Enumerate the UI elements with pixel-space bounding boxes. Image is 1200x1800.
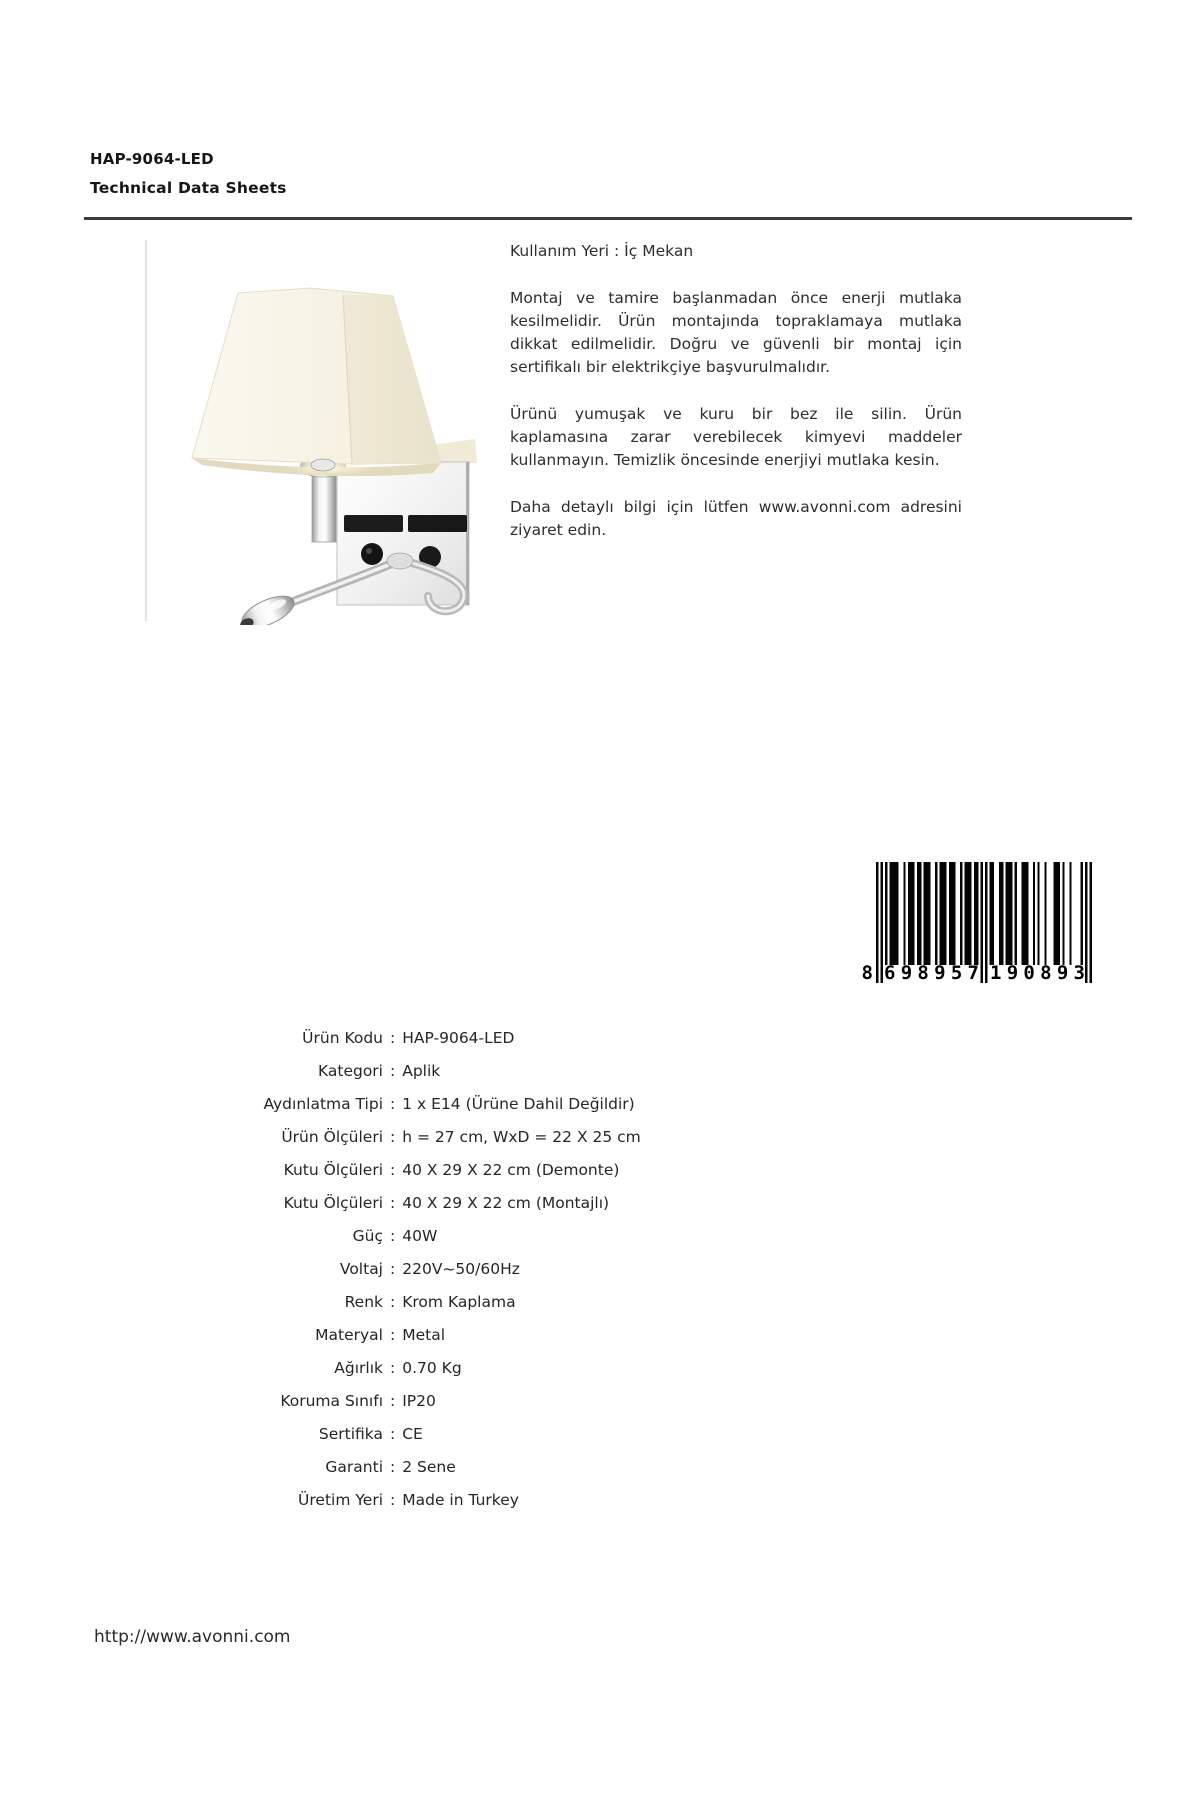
spec-row: Ürün Ölçüleri : h = 27 cm, WxD = 22 X 25 cm	[281, 1127, 641, 1146]
spec-row: Aydınlatma Tipi : 1 x E14 (Ürüne Dahil Değildir)	[263, 1094, 635, 1113]
spec-row: Ürün Kodu : HAP-9064-LED	[302, 1028, 515, 1047]
spec-row: Renk : Krom Kaplama	[344, 1292, 516, 1311]
spec-list	[58, 1021, 778, 1516]
footer-url[interactable]: http://www.avonni.com	[94, 1627, 291, 1647]
spec-row: Ağırlık : 0.70 Kg	[334, 1358, 462, 1377]
spec-row: Üretim Yeri : Made in Turkey	[298, 1490, 519, 1509]
barcode	[861, 862, 1092, 1004]
product-photo	[130, 215, 482, 625]
barcode-digits-right: 1 9 0 8 9 3	[990, 962, 1085, 984]
spec-row: Materyal : Metal	[315, 1325, 446, 1344]
wall-lamp-illustration	[130, 215, 482, 625]
cleaning-paragraph: Ürünü yumuşak ve kuru bir bez ile silin. Ürün kaplamasına zarar verebilecek kimyevi maddeler kullanmayın. Temizlik öncesinde enerjiyi mutlaka kesin.	[510, 405, 962, 469]
spec-row: Koruma Sınıfı : IP20	[280, 1391, 436, 1410]
spec-row: Sertifika : CE	[318, 1424, 423, 1443]
spec-row: Kutu Ölçüleri : 40 X 29 X 22 cm (Demonte)	[283, 1160, 620, 1179]
usage-location-line: Kullanım Yeri : İç Mekan	[510, 242, 694, 260]
barcode-digits-left: 6 9 8 9 5 7	[884, 962, 979, 984]
page-subtitle-doc-type: Technical Data Sheets	[90, 179, 287, 197]
safety-paragraph: Montaj ve tamire başlanmadan önce enerji mutlaka kesilmelidir. Ürün montajında topraklamaya mutlaka dikkat edilmelidir. Doğru ve güvenli bir montaj için sertifikalı bir elektrikçiye başvurulmalıdır.	[510, 289, 962, 376]
more-info-paragraph: Daha detaylı bilgi için lütfen www.avonni.com adresini ziyaret edin.	[510, 498, 962, 539]
product-info-text	[510, 240, 962, 566]
page-title-product-code: HAP-9064-LED	[90, 150, 214, 168]
spec-row: Voltaj : 220V~50/60Hz	[339, 1259, 520, 1278]
spec-row: Güç : 40W	[352, 1226, 438, 1245]
spec-row: Kategori : Aplik	[317, 1061, 441, 1080]
spec-row: Kutu Ölçüleri : 40 X 29 X 22 cm (Montajlı)	[283, 1193, 610, 1212]
spec-row: Garanti : 2 Sene	[325, 1457, 456, 1476]
barcode-digit-leading: 8	[861, 962, 873, 984]
